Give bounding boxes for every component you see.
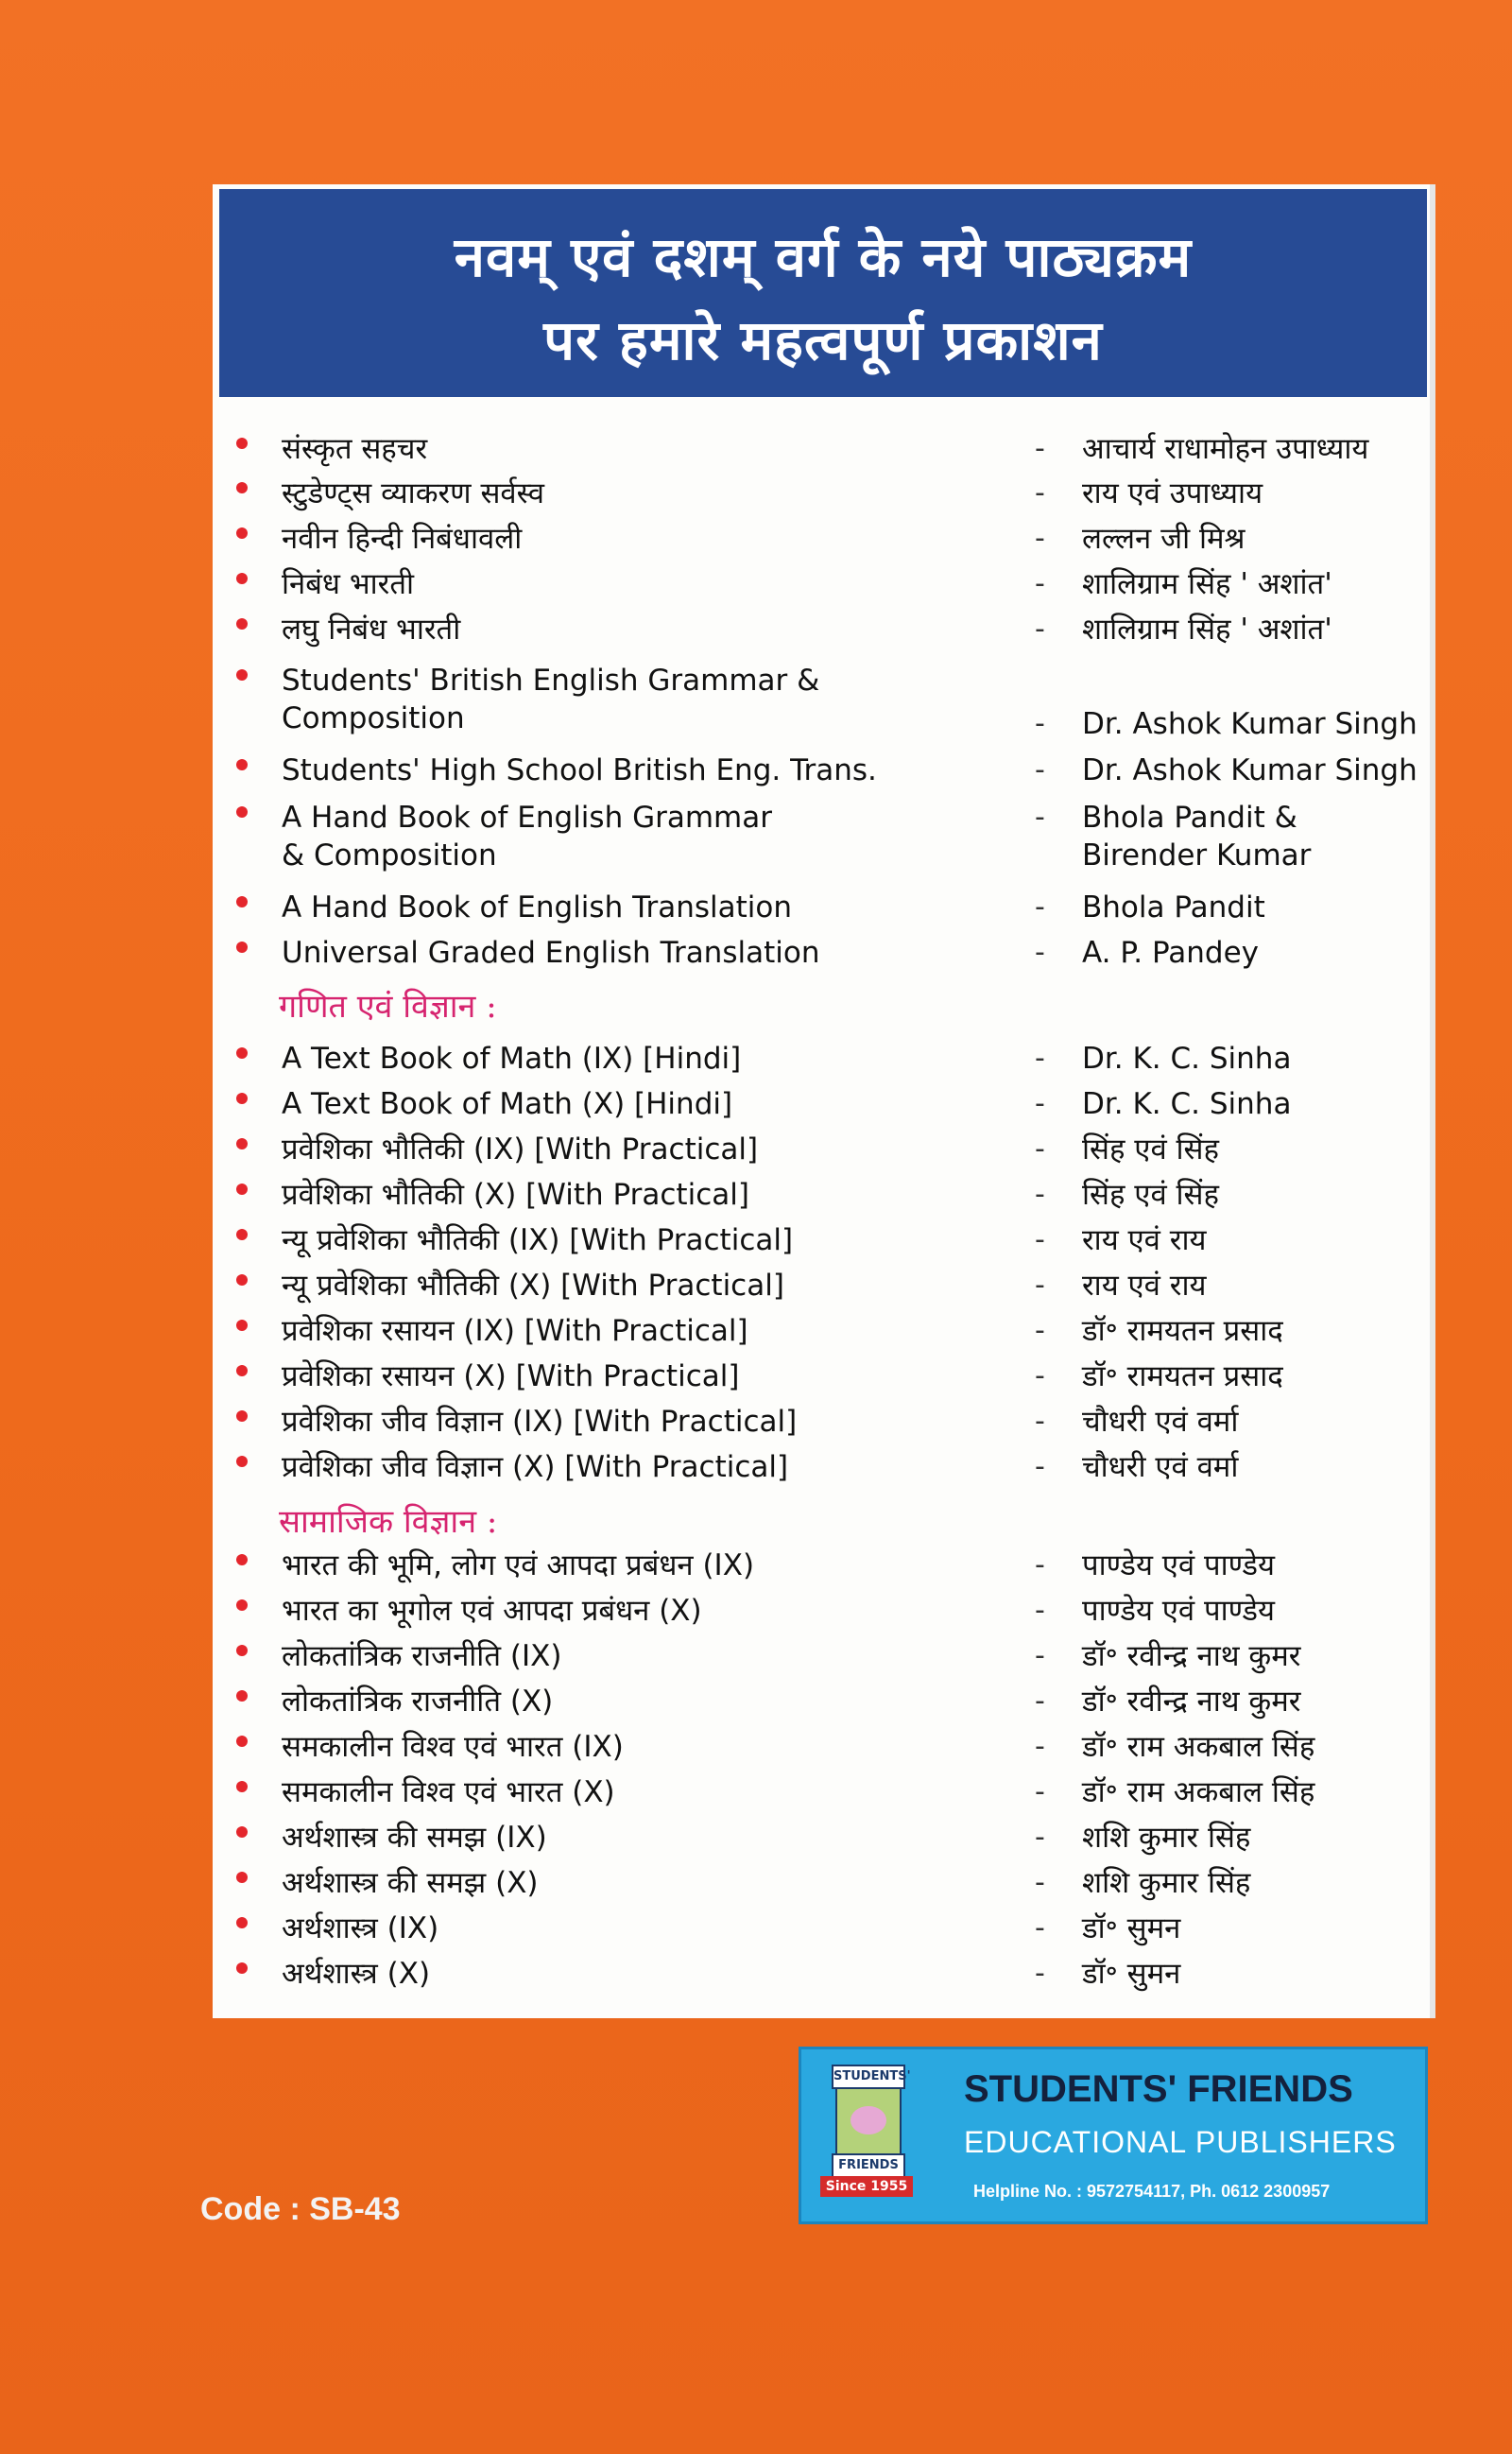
separator-dash: - (1035, 1594, 1045, 1627)
book-title-text: भारत का भूगोल एवं आपदा प्रबंधन (X) (282, 1594, 702, 1628)
list-item (236, 1131, 1408, 1176)
list-item (236, 934, 1408, 979)
separator-dash: - (1035, 1269, 1045, 1302)
book-author (1082, 1448, 1238, 1486)
list-item (236, 1728, 1408, 1773)
book-title (282, 565, 414, 603)
list-item (236, 1176, 1408, 1221)
book-author (1082, 1910, 1180, 1947)
list-item (236, 1403, 1408, 1448)
separator-dash: - (1035, 753, 1045, 786)
book-title-text: अर्थशास्त्र (IX) (282, 1911, 439, 1945)
book-title (282, 1085, 732, 1123)
seal-since-text: Since 1955 (820, 2176, 913, 2197)
book-author (1082, 1773, 1314, 1811)
book-title (282, 1819, 547, 1857)
book-author (1082, 1819, 1250, 1857)
bullet-icon (236, 896, 248, 907)
section-heading-math-science: गणित एवं विज्ञान : (279, 988, 497, 1026)
book-author (1082, 1312, 1283, 1350)
separator-dash: - (1035, 707, 1045, 740)
book-title-text: समकालीन विश्व एवं भारत (IX) (282, 1730, 624, 1764)
book-title (282, 475, 544, 512)
book-title-text: भारत की भूमि, लोग एवं आपदा प्रबंधन (IX) (282, 1548, 755, 1582)
book-title (282, 1910, 438, 1947)
list-item (236, 1955, 1408, 2000)
book-author (1082, 705, 1418, 743)
list-item (236, 1221, 1408, 1267)
separator-dash: - (1035, 936, 1045, 969)
book-author (1082, 1955, 1180, 1993)
book-author-text: शशि कुमार सिंह (1082, 1821, 1251, 1855)
book-title-text: प्रवेशिका रसायन (IX) [With Practical] (282, 1314, 748, 1348)
book-author-text: Dr. Ashok Kumar Singh (1082, 753, 1418, 787)
publisher-subtitle: EDUCATIONAL PUBLISHERS (964, 2125, 1397, 2159)
list-item (236, 1910, 1408, 1955)
bullet-icon (236, 1645, 248, 1656)
book-title (282, 1312, 748, 1350)
book-title-text: संस्कृत सहचर (282, 432, 428, 466)
separator-dash: - (1035, 1866, 1045, 1899)
book-title-text: अर्थशास्त्र (X) (282, 1957, 431, 1991)
book-title-text: लघु निबंध भारती (282, 613, 461, 647)
book-author-text: Dr. Ashok Kumar Singh (1082, 707, 1418, 741)
bullet-icon (236, 482, 248, 493)
seal-top-text: STUDENTS' (832, 2065, 905, 2089)
book-author (1082, 1547, 1275, 1584)
book-author-text: Dr. K. C. Sinha (1082, 1087, 1292, 1121)
book-title (282, 799, 772, 874)
book-author-text: पाण्डेय एवं पाण्डेय (1082, 1594, 1275, 1628)
book-title (282, 430, 427, 468)
book-title (282, 752, 877, 789)
book-author-text: आचार्य राधामोहन उपाध्याय (1082, 432, 1369, 466)
separator-dash: - (1035, 567, 1045, 600)
book-title (282, 1864, 539, 1902)
separator-dash: - (1035, 890, 1045, 924)
book-author (1082, 430, 1368, 468)
book-author-text: डॉ॰ राम अकबाल सिंह (1082, 1730, 1315, 1764)
separator-dash: - (1035, 1685, 1045, 1718)
book-title (282, 1547, 754, 1584)
book-title-text: Students' High School British Eng. Trans. (282, 753, 877, 787)
book-author-text: राय एवं राय (1082, 1223, 1207, 1257)
book-title-text-line-2: & Composition (282, 838, 497, 873)
book-author-text: डॉ॰ सुमन (1082, 1957, 1181, 1991)
book-title-text: न्यू प्रवेशिका भौतिकी (X) [With Practical] (282, 1269, 784, 1303)
book-title-text: प्रवेशिका जीव विज्ञान (IX) [With Practical] (282, 1405, 798, 1439)
bullet-icon (236, 759, 248, 770)
list-item (236, 1864, 1408, 1910)
book-author-text: Bhola Pandit (1082, 890, 1265, 925)
book-author-text: Dr. K. C. Sinha (1082, 1042, 1292, 1076)
book-author-text: Bhola Pandit & (1082, 801, 1297, 835)
book-author-text: डॉ॰ रामयतन प्रसाद (1082, 1359, 1283, 1393)
separator-dash: - (1035, 613, 1045, 646)
list-item (236, 1267, 1408, 1312)
book-title (282, 1448, 788, 1486)
book-author-text: डॉ॰ रवीन्द्र नाथ कुमर (1082, 1639, 1301, 1673)
bullet-icon (236, 1365, 248, 1376)
book-author-text: सिंह एवं सिंह (1082, 1132, 1219, 1167)
bullet-icon (236, 669, 248, 681)
separator-dash: - (1035, 1223, 1045, 1256)
separator-dash: - (1035, 1639, 1045, 1672)
book-title (282, 1176, 749, 1214)
bullet-icon (236, 1274, 248, 1286)
book-title (282, 1267, 784, 1305)
separator-dash: - (1035, 1450, 1045, 1483)
bullet-icon (236, 1781, 248, 1792)
bullet-icon (236, 1184, 248, 1195)
book-title (282, 1683, 553, 1720)
book-author-text: शशि कुमार सिंह (1082, 1866, 1251, 1900)
separator-dash: - (1035, 1911, 1045, 1944)
list-item (236, 1683, 1408, 1728)
bullet-icon (236, 1047, 248, 1059)
book-title-text: निबंध भारती (282, 567, 415, 601)
seal-emblem-icon (835, 2087, 902, 2155)
book-author (1082, 752, 1418, 789)
bullet-icon (236, 438, 248, 449)
list-item (236, 1773, 1408, 1819)
bullet-icon (236, 1599, 248, 1611)
banner-title-line-2: पर हमारे महत्वपूर्ण प्रकाशन (543, 308, 1103, 372)
book-author (1082, 799, 1311, 874)
book-author-text: डॉ॰ राम अकबाल सिंह (1082, 1775, 1315, 1809)
book-title-text: Universal Graded English Translation (282, 936, 820, 970)
book-author (1082, 1040, 1291, 1078)
list-item (236, 662, 1418, 741)
book-title (282, 1221, 793, 1259)
bullet-icon (236, 1872, 248, 1883)
bullet-icon (236, 527, 248, 539)
bullet-icon (236, 1736, 248, 1747)
book-author-text: डॉ॰ सुमन (1082, 1911, 1181, 1945)
book-author-text: डॉ॰ रामयतन प्रसाद (1082, 1314, 1283, 1348)
publisher-helpline: Helpline No. : 9572754117, Ph. 0612 2300957 (973, 2182, 1331, 2201)
book-author-text: डॉ॰ रवीन्द्र नाथ कुमर (1082, 1685, 1301, 1719)
bullet-icon (236, 1554, 248, 1565)
book-author (1082, 1221, 1206, 1259)
book-author-text: शालिग्राम सिंह ' अशांत' (1082, 613, 1332, 647)
separator-dash: - (1035, 1178, 1045, 1211)
bullet-icon (236, 1138, 248, 1149)
book-title (282, 1728, 624, 1766)
book-title-text: न्यू प्रवेशिका भौतिकी (IX) [With Practical] (282, 1223, 794, 1257)
book-author (1082, 889, 1265, 926)
bullet-icon (236, 1320, 248, 1331)
list-item (236, 1637, 1408, 1683)
list-item (236, 889, 1408, 934)
separator-dash: - (1035, 1775, 1045, 1808)
list-item (236, 1357, 1408, 1403)
book-title-text: अर्थशास्त्र की समझ (IX) (282, 1821, 547, 1855)
list-item (236, 752, 1418, 797)
header-banner (219, 189, 1427, 397)
book-author-text: पाण्डेय एवं पाण्डेय (1082, 1548, 1275, 1582)
bullet-icon (236, 573, 248, 584)
book-title-text: लोकतांत्रिक राजनीति (IX) (282, 1639, 562, 1673)
book-author (1082, 565, 1332, 603)
book-author (1082, 1637, 1300, 1675)
book-title (282, 934, 819, 972)
bullet-icon (236, 1826, 248, 1838)
separator-dash: - (1035, 476, 1045, 510)
book-title (282, 1131, 758, 1168)
separator-dash: - (1035, 1405, 1045, 1438)
list-item (236, 1448, 1408, 1494)
book-title (282, 520, 522, 558)
separator-dash: - (1035, 1314, 1045, 1347)
book-title-text: स्टुडेण्ट्स व्याकरण सर्वस्व (282, 476, 544, 510)
book-title-text: प्रवेशिका रसायन (X) [With Practical] (282, 1359, 740, 1393)
book-title-text: प्रवेशिका जीव विज्ञान (X) [With Practical] (282, 1450, 789, 1484)
book-author (1082, 475, 1263, 512)
bullet-icon (236, 942, 248, 953)
book-author (1082, 1683, 1300, 1720)
list-item (236, 799, 1408, 873)
book-author-text-line-2: Birender Kumar (1082, 838, 1312, 873)
separator-dash: - (1035, 522, 1045, 555)
book-author-text: चौधरी एवं वर्मा (1082, 1405, 1239, 1439)
separator-dash: - (1035, 1042, 1045, 1075)
book-title-text: अर्थशास्त्र की समझ (X) (282, 1866, 539, 1900)
list-item (236, 611, 1408, 656)
section-heading-social-science: सामाजिक विज्ञान : (279, 1503, 498, 1541)
book-title-text: A Hand Book of English Translation (282, 890, 792, 925)
book-title-text: Students' British English Grammar & (282, 664, 820, 698)
seal-bottom-text: FRIENDS (832, 2153, 905, 2178)
book-title-text: प्रवेशिका भौतिकी (X) [With Practical] (282, 1178, 749, 1212)
book-author (1082, 611, 1332, 648)
list-item (236, 1547, 1408, 1592)
separator-dash: - (1035, 801, 1045, 834)
bullet-icon (236, 1229, 248, 1240)
list-item (236, 475, 1408, 520)
list-item (236, 1819, 1408, 1864)
book-author (1082, 1085, 1291, 1123)
book-title-text: समकालीन विश्व एवं भारत (X) (282, 1775, 615, 1809)
list-item (236, 1040, 1408, 1085)
book-title (282, 889, 792, 926)
book-author-text: शालिग्राम सिंह ' अशांत' (1082, 567, 1332, 601)
book-title-text: A Text Book of Math (IX) [Hindi] (282, 1042, 742, 1076)
book-author-text: चौधरी एवं वर्मा (1082, 1450, 1239, 1484)
publisher-seal-icon (815, 2065, 919, 2197)
book-title (282, 1592, 702, 1630)
book-author (1082, 1267, 1206, 1305)
book-title-text: नवीन हिन्दी निबंधावली (282, 522, 523, 556)
book-author-text: राय एवं उपाध्याय (1082, 476, 1263, 510)
bullet-icon (236, 1410, 248, 1422)
list-item (236, 1592, 1408, 1637)
book-author-text: सिंह एवं सिंह (1082, 1178, 1219, 1212)
book-author (1082, 1357, 1283, 1395)
book-title-text: A Text Book of Math (X) [Hindi] (282, 1087, 733, 1121)
book-author-text: लल्लन जी मिश्र (1082, 522, 1246, 556)
book-author (1082, 1592, 1275, 1630)
separator-dash: - (1035, 432, 1045, 465)
bullet-icon (236, 1962, 248, 1974)
book-author-text: राय एवं राय (1082, 1269, 1207, 1303)
separator-dash: - (1035, 1132, 1045, 1166)
book-title-text-line-2: Composition (282, 701, 465, 735)
book-author-text: A. P. Pandey (1082, 936, 1259, 970)
list-item (236, 1312, 1408, 1357)
book-title (282, 1040, 741, 1078)
book-title (282, 1357, 739, 1395)
book-title (282, 1773, 615, 1811)
list-item (236, 430, 1408, 475)
bullet-icon (236, 1456, 248, 1467)
bullet-icon (236, 806, 248, 818)
separator-dash: - (1035, 1957, 1045, 1990)
publisher-logo-box (799, 2047, 1428, 2224)
book-author (1082, 934, 1259, 972)
book-title (282, 1955, 430, 1993)
book-title-text: लोकतांत्रिक राजनीति (X) (282, 1685, 554, 1719)
book-author (1082, 1864, 1250, 1902)
book-author (1082, 520, 1245, 558)
book-author (1082, 1176, 1219, 1214)
separator-dash: - (1035, 1821, 1045, 1854)
separator-dash: - (1035, 1548, 1045, 1581)
book-title (282, 611, 460, 648)
publisher-name: STUDENTS' FRIENDS (964, 2068, 1353, 2110)
list-item (236, 1085, 1408, 1131)
book-author (1082, 1131, 1219, 1168)
book-title (282, 662, 819, 737)
bullet-icon (236, 618, 248, 630)
banner-title-line-1: नवम् एवं दशम् वर्ग के नये पाठ्यक्रम (454, 225, 1193, 289)
bullet-icon (236, 1690, 248, 1702)
separator-dash: - (1035, 1087, 1045, 1120)
book-title-text: A Hand Book of English Grammar (282, 801, 772, 835)
book-title (282, 1637, 561, 1675)
separator-dash: - (1035, 1359, 1045, 1392)
list-item (236, 565, 1408, 611)
separator-dash: - (1035, 1730, 1045, 1763)
book-code: Code : SB-43 (200, 2191, 401, 2227)
book-title (282, 1403, 797, 1441)
list-item (236, 520, 1408, 565)
book-author (1082, 1728, 1314, 1766)
book-title-text: प्रवेशिका भौतिकी (IX) [With Practical] (282, 1132, 759, 1167)
book-author (1082, 1403, 1238, 1441)
bullet-icon (236, 1917, 248, 1928)
bullet-icon (236, 1093, 248, 1104)
